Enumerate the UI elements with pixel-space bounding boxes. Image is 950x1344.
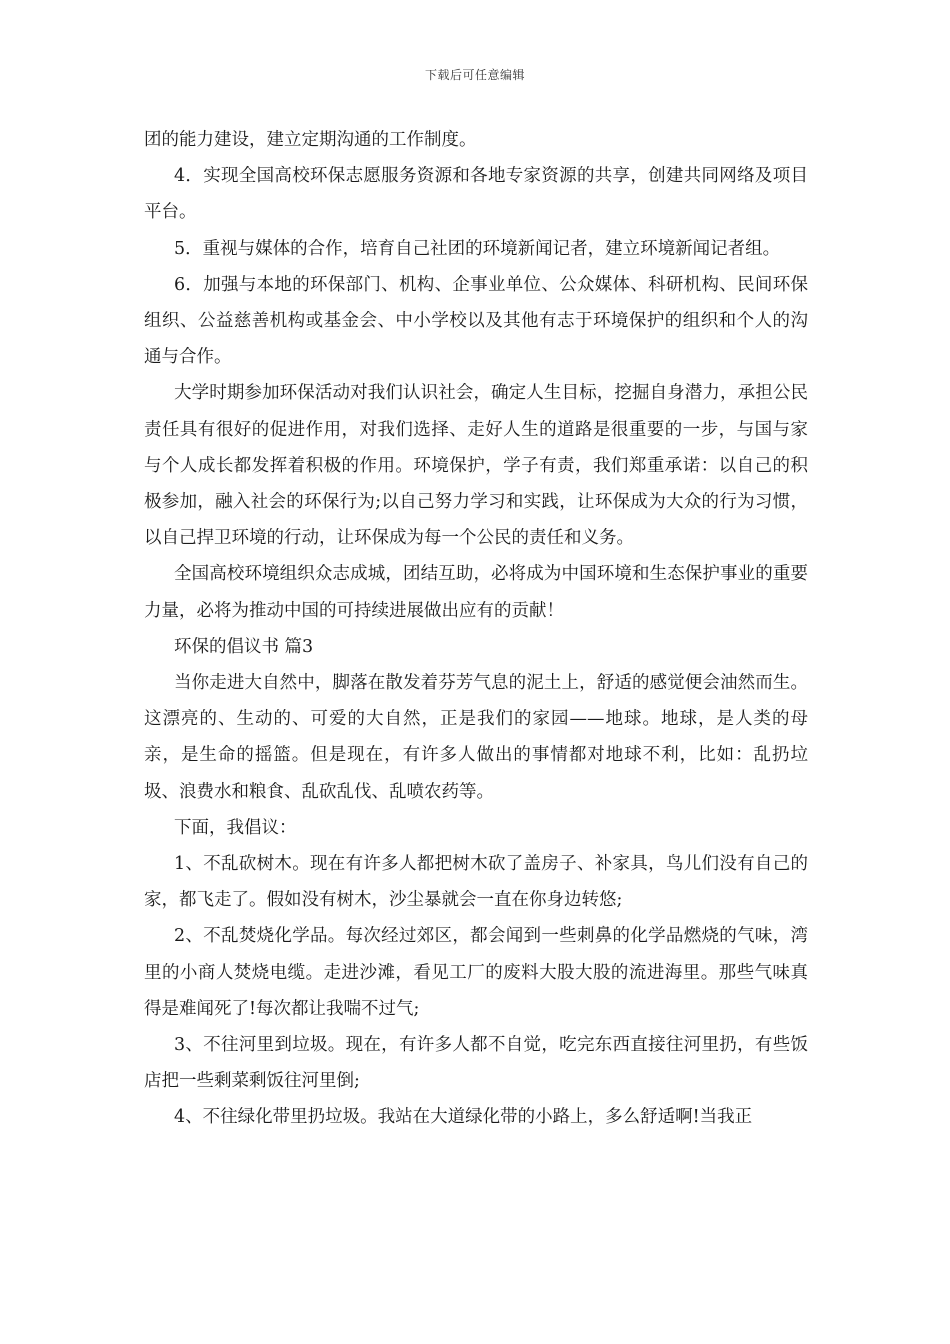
paragraph: 3、不往河里到垃圾。现在，有许多人都不自觉，吃完东西直接往河里扔，有些饭店把一些剩菜剩饭往河里倒; — [144, 1035, 808, 1092]
paragraph: 团的能力建设，建立定期沟通的工作制度。 — [144, 130, 477, 150]
paragraph: 1、不乱砍树木。现在有许多人都把树木砍了盖房子、补家具，鸟儿们没有自己的家，都飞走了。假如没有树木，沙尘暴就会一直在你身边转悠; — [144, 854, 808, 911]
paragraph: 4．实现全国高校环保志愿服务资源和各地专家资源的共享，创建共同网络及项目平台。 — [144, 166, 808, 223]
paragraph: 大学时期参加环保活动对我们认识社会，确定人生目标，挖掘自身潜力，承担公民责任具有很好的促进作用，对我们选择、走好人生的道路是很重要的一步，与国与家与个人成长都发挥着积极的作用。环境保护，学子有责，我们郑重承诺：以自己的积极参加，融入社会的环保行为;以自己努力学习和实践，让环保成为大众的行为习惯，以自己捍卫环境的行动，让环保成为每一个公民的责任和义务。 — [144, 383, 808, 549]
page-header: 下载后可任意编辑 — [424, 68, 525, 82]
section-heading: 环保的倡议书 篇3 — [174, 636, 314, 657]
paragraph: 当你走进大自然中，脚落在散发着芬芳气息的泥土上，舒适的感觉便会油然而生。这漂亮的、生动的、可爱的大自然，正是我们的家园——地球。地球，是人类的母亲，是生命的摇篮。但是现在，有许多人做出的事情都对地球不利，比如：乱扔垃圾、浪费水和粮食、乱砍乱伐、乱喷农药等。 — [144, 673, 808, 802]
paragraph: 5．重视与媒体的合作，培育自己社团的环境新闻记者，建立环境新闻记者组。 — [174, 238, 781, 259]
paragraph: 2、不乱焚烧化学品。每次经过郊区，都会闻到一些刺鼻的化学品燃烧的气味，湾里的小商人焚烧电缆。走进沙滩，看见工厂的废料大股大股的流进海里。那些气味真得是难闻死了!每次都让我喘不过气; — [144, 926, 808, 1019]
document-body — [144, 122, 808, 1136]
paragraph: 6．加强与本地的环保部门、机构、企事业单位、公众媒体、科研机构、民间环保组织、公益慈善机构或基金会、中小学校以及其他有志于环境保护的组织和个人的沟通与合作。 — [144, 274, 808, 368]
paragraph: 全国高校环境组织众志成城，团结互助，必将成为中国环境和生态保护事业的重要力量，必将为推动中国的可持续进展做出应有的贡献！ — [144, 564, 808, 621]
paragraph: 下面，我倡议： — [174, 817, 297, 838]
paragraph: 4、不往绿化带里扔垃圾。我站在大道绿化带的小路上，多么舒适啊!当我正 — [174, 1107, 753, 1128]
